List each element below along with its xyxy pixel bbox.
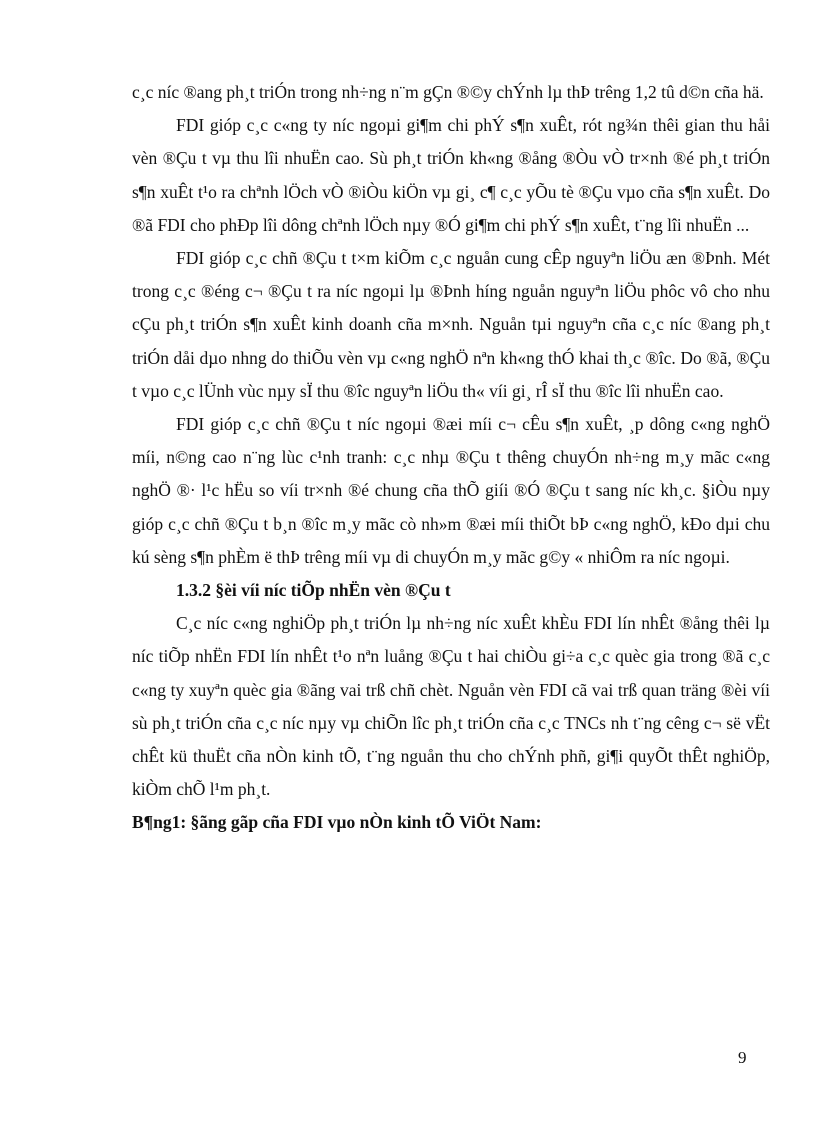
- page-number: 9: [738, 1048, 747, 1067]
- table-caption: B¶ng1: §ãng gãp cña FDI vµo nÒn kinh tÕ ViÖt Nam:: [132, 812, 542, 833]
- paragraph-continuation: c¸c níc ®ang ph¸t triÓn trong nh÷ng n¨m gÇn ®©y chÝnh lµ thÞ trêng 1,2 tû d©n cña hä.: [132, 82, 764, 102]
- paragraph-cost-reduction: FDI gióp c¸c c«ng ty níc ngoµi gi¶m chi phÝ s¶n xuÊt, rót ng¾n thêi gian thu håi vèn ®Çu t vµ thu lîi nhuËn cao. Sù ph¸t triÓn kh«ng ®ång ®Òu vÒ tr×nh ®é ph¸t triÓn s¶n xuÊt t¹o ra chªnh lÖch vÒ ®iÒu kiÖn vµ gi¸ c¶ c¸c yÕu tè ®Çu vµo cña s¶n xuÊt. Do ®ã FDI cho phÐp lîi dông chªnh lÖch nµy ®Ó gi¶m chi phÝ s¶n xuÊt, t¨ng lîi nhuËn ...: [132, 115, 770, 235]
- section-heading: 1.3.2 §èi víi níc tiÕp nhËn vèn ®Çu t: [176, 580, 451, 601]
- paragraph-technology: FDI gióp c¸c chñ ®Çu t níc ngoµi ®æi míi c¬ cÊu s¶n xuÊt, ¸p dông c«ng nghÖ míi, n©ng cao n¨ng lùc c¹nh tranh: c¸c nhµ ®Çu t thêng chuyÓn nh÷ng m¸y mãc c«ng nghÖ ®· l¹c hËu so víi tr×nh ®é chung cña thÕ giíi ®Ó ®Çu t sang níc kh¸c. §iÒu nµy gióp c¸c chñ ®Çu t b¸n ®îc m¸y mãc cò nh»m ®æi míi thiÕt bÞ c«ng nghÖ, kÐo dµi chu kú sèng s¶n phÈm ë thÞ trêng míi vµ di chuyÓn m¸y mãc g©y « nhiÔm ra níc ngoµi.: [132, 414, 770, 567]
- body-text: [132, 76, 770, 840]
- paragraph-host-countries: C¸c níc c«ng nghiÖp ph¸t triÓn lµ nh÷ng níc xuÊt khÈu FDI lín nhÊt ®ång thêi lµ níc tiÕp nhËn FDI lín nhÊt t¹o nªn luång ®Çu t hai chiÒu gi÷a c¸c quèc gia trong ®ã c¸c c«ng ty xuyªn quèc gia ®ãng vai trß chñ chèt. Nguån vèn FDI cã vai trß quan träng ®èi víi sù ph¸t triÓn cña c¸c níc nµy vµ chiÕn lîc ph¸t triÓn cña c¸c TNCs nh t¨ng cêng c¬ së vËt chÊt kü thuËt cña nÒn kinh tÕ, t¨ng nguån thu cho chÝnh phñ, gi¶i quyÕt thÊt nghiÖp, kiÒm chÕ l¹m ph¸t.: [132, 613, 770, 800]
- paragraph-raw-materials: FDI gióp c¸c chñ ®Çu t t×m kiÕm c¸c nguån cung cÊp nguyªn liÖu æn ®Þnh. Mét trong c¸c ®éng c¬ ®Çu t ra níc ngoµi lµ ®Þnh híng nguån nguyªn liÖu phôc vô cho nhu cÇu ph¸t triÓn s¶n xuÊt kinh doanh cña m×nh. Nguån tµi nguyªn cña c¸c níc ®ang ph¸t triÓn dåi dµo nhng do thiÕu vèn vµ c«ng nghÖ nªn kh«ng thÓ khai th¸c ®îc. Do ®ã, ®Çu t vµo c¸c lÜnh vùc nµy sÏ thu ®îc nguyªn liÖu th« víi gi¸ rÎ sÏ thu ®îc lîi nhuËn cao.: [132, 248, 770, 401]
